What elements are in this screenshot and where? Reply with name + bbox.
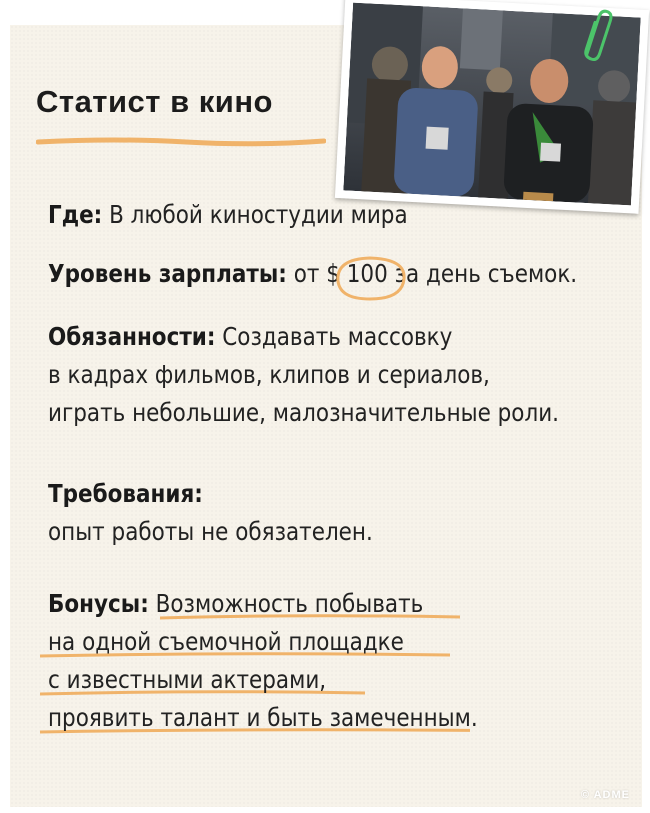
salary-text-before: от: [286, 259, 327, 288]
salary-amount: $ 100: [326, 259, 388, 288]
salary-line: [48, 255, 577, 293]
duties-line1: Создавать массовку: [215, 322, 453, 351]
where-text: В любой киностудии мира: [102, 200, 408, 229]
title-underline-icon: [36, 136, 326, 148]
duties-line3: играть небольшие, малозначительные роли.: [48, 398, 560, 427]
requirements-label: Требования:: [48, 479, 203, 508]
page-title: Статист в кино: [36, 84, 273, 119]
duties-line2: в кадрах фильмов, клипов и сериалов,: [48, 360, 490, 389]
requirements-block: [48, 475, 373, 551]
duties-block: [48, 318, 559, 432]
duties-label: Обязанности:: [48, 322, 216, 351]
salary-text-after: за день съемок.: [387, 259, 578, 288]
bonuses-line4: проявить талант и быть замеченным.: [48, 703, 478, 732]
salary-label: Уровень зарплаты:: [48, 259, 287, 288]
watermark: © ADME: [580, 789, 630, 801]
where-line: [48, 196, 408, 234]
bonuses-line2: на одной съемочной площадке: [48, 627, 404, 656]
bonuses-label: Бонусы:: [48, 589, 149, 618]
bonuses-block: [48, 585, 478, 737]
where-label: Где:: [48, 200, 103, 229]
bonuses-line3: с известными актерами,: [48, 665, 327, 694]
requirements-line1: опыт работы не обязателен.: [48, 517, 373, 546]
amount-circle-icon: [330, 253, 410, 303]
bonuses-line1: Возможность побывать: [148, 589, 424, 618]
